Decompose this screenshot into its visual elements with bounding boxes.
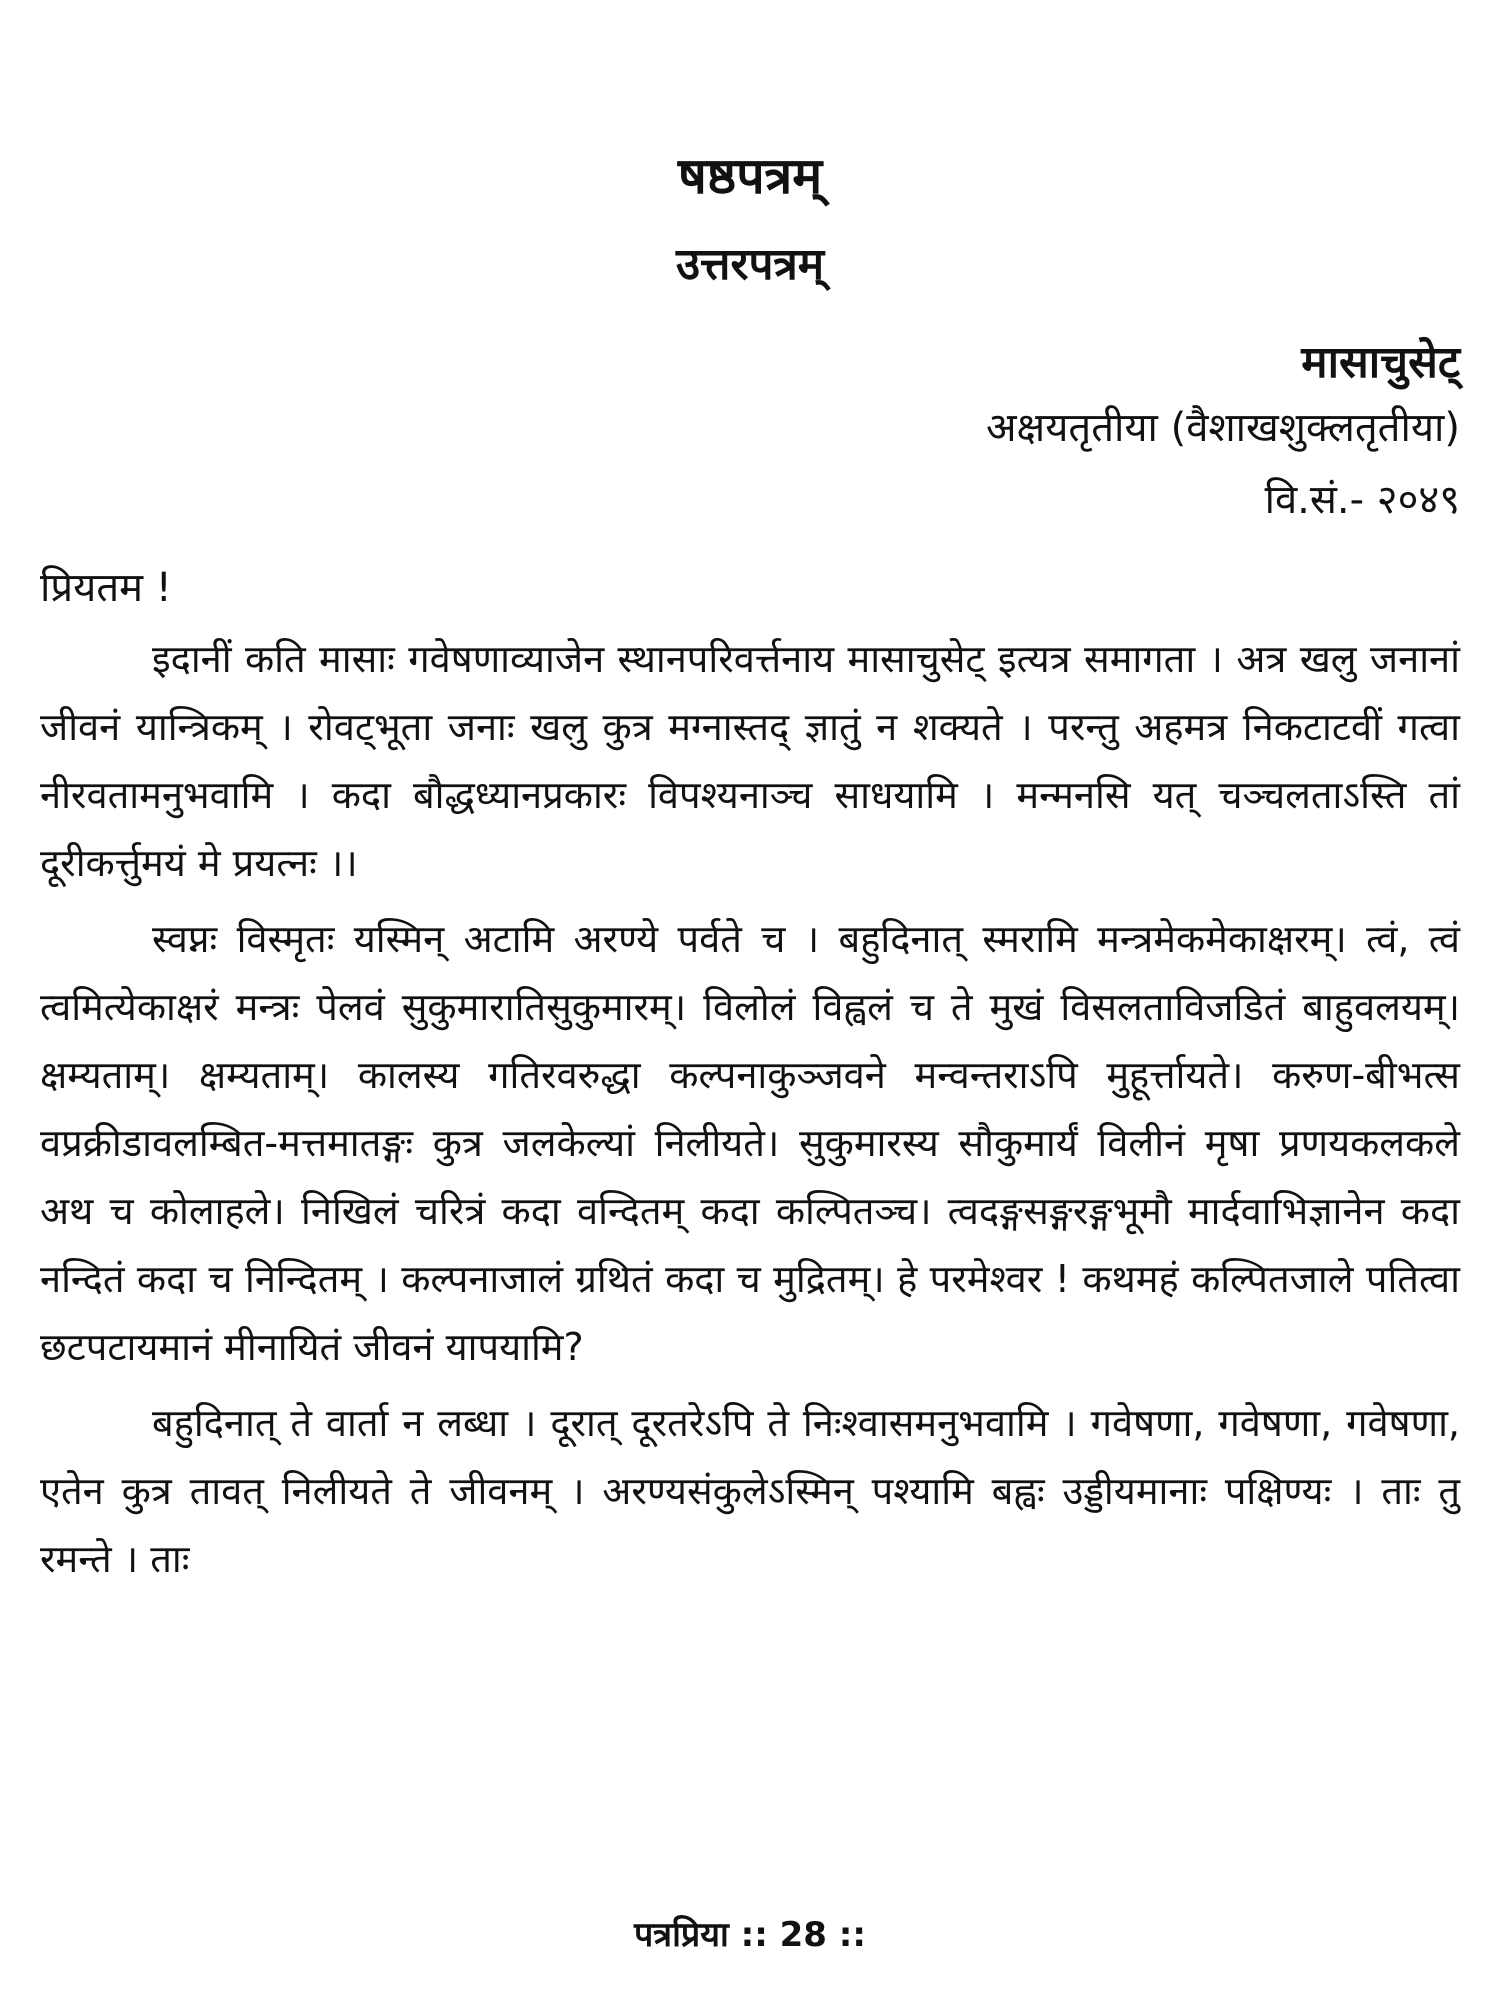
letter-place: मासाचुसेट्: [1301, 337, 1460, 388]
letter-body: [40, 625, 1460, 1601]
letter-date: वि.सं.- २०४९: [1264, 477, 1460, 523]
paragraph: स्वप्नः विस्मृतः यस्मिन् अटामि अरण्ये पर्वते च । बहुदिनात् स्मरामि मन्त्रमेकमेकाक्षरम्। त्वं, त्वं त्वमित्येकाक्षरं मन्त्रः पेलवं सुकुमारातिसुकुमारम्। विलोलं विह्वलं च ते मुखं विसलताविजडितं बाहुवलयम्। क्षम्यताम्। क्षम्यताम्। कालस्य गतिरवरुद्धा कल्पनाकुञ्जवने मन्वन्तराऽपि मुहूर्त्तायते। करुण-बीभत्स वप्रक्रीडावलम्बित-मत्तमातङ्गः कुत्र जलकेल्यां निलीयते। सुकुमारस्य सौकुमार्यं विलीनं मृषा प्रणयकलकले अथ च कोलाहले। निखिलं चरित्रं कदा वन्दितम् कदा कल्पितञ्च। त्वदङ्गसङ्गरङ्गभूमौ मार्दवाभिज्ञानेन कदा नन्दितं कदा च निन्दितम् । कल्पनाजालं ग्रथितं कदा च मुद्रितम्। हे परमेश्वर ! कथमहं कल्पितजाले पतित्वा छटपटायमानं मीनायितं जीवनं यापयामि?: [40, 917, 1460, 1369]
letter-page: [40, 0, 1460, 2000]
page-title: षष्ठपत्रम्: [677, 147, 823, 205]
page-subtitle: उत्तरपत्रम्: [675, 239, 825, 290]
letter-occasion: अक्षयतृतीया (वैशाखशुक्लतृतीया): [985, 405, 1460, 451]
paragraph: इदानीं कति मासाः गवेषणाव्याजेन स्थानपरिवर्त्तनाय मासाचुसेट् इत्यत्र समागता । अत्र खलु जनानां जीवनं यान्त्रिकम् । रोवट्भूता जनाः खलु कुत्र मग्नास्तद् ज्ञातुं न शक्यते । परन्तु अहमत्र निकटाटवीं गत्वा नीरवतामनुभवामि । कदा बौद्धध्यानप्रकारः विपश्यनाञ्च साधयामि । मन्मनसि यत् चञ्चलताऽस्ति तां दूरीकर्त्तुमयं मे प्रयत्नः ।।: [40, 637, 1460, 885]
page-footer: पत्रप्रिया :: 28 ::: [634, 1915, 866, 1955]
salutation: प्रियतम !: [40, 565, 172, 611]
paragraph: बहुदिनात् ते वार्ता न लब्धा । दूरात् दूरतरेऽपि ते निःश्वासमनुभवामि । गवेषणा, गवेषणा, गवेषणा, एतेन कुत्र तावत् निलीयते ते जीवनम् । अरण्यसंकुलेऽस्मिन् पश्यामि बह्वः उड्डीयमानाः पक्षिण्यः । ताः तु रमन्ते । ताः: [40, 1401, 1460, 1581]
